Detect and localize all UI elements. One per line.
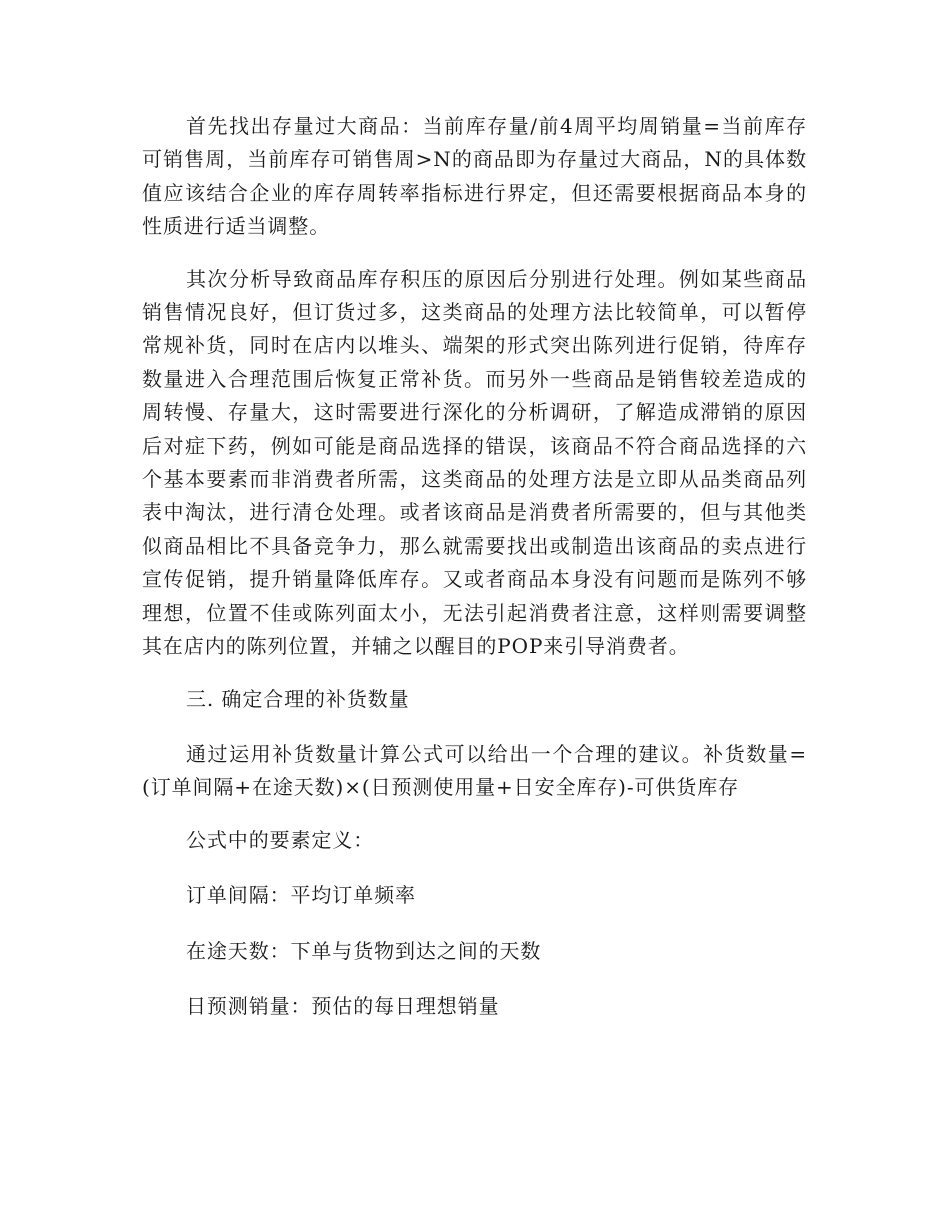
paragraph-formula-definitions-intro: 公式中的要素定义：: [186, 827, 375, 852]
document-body: [142, 110, 807, 1045]
paragraph-overstock-identification: 首先找出存量过大商品：当前库存量/前4周平均周销量=当前库存可销售周，当前库存可销售周>N的商品即为存量过大商品，N的具体数值应该结合企业的库存周转率指标进行界定，但还需要根据商品本身的性质进行适当调整。: [142, 114, 807, 239]
paragraph-overstock-causes: 其次分析导致商品库存积压的原因后分别进行处理。例如某些商品销售情况良好，但订货过多，这类商品的处理方法比较简单，可以暂停常规补货，同时在店内以堆头、端架的形式突出陈列进行促销，待库存数量进入合理范围后恢复正常补货。而另外一些商品是销售较差造成的周转慢、存量大，这时需要进行深化的分析调研，了解造成滞销的原因后对症下药，例如可能是商品选择的错误，该商品不符合商品选择的六个基本要素而非消费者所需，这类商品的处理方法是立即从品类商品列表中淘汰，进行清仓处理。或者该商品是消费者所需要的，但与其他类似商品相比不具备竞争力，那么就需要找出或制造出该商品的卖点进行宣传促销，提升销量降低库存。又或者商品本身没有问题而是陈列不够理想，位置不佳或陈列面太小，无法引起消费者注意，这样则需要调整其在店内的陈列位置，并辅之以醒目的POP来引导消费者。: [142, 266, 807, 659]
definition-transit-days: 在途天数：下单与货物到达之间的天数: [186, 938, 542, 963]
paragraph-replenishment-formula: 通过运用补货数量计算公式可以给出一个合理的建议。补货数量=(订单间隔+在途天数)×(日预测使用量+日安全库存)-可供货库存: [142, 741, 807, 800]
section-heading-replenishment: 三. 确定合理的补货数量: [186, 686, 410, 711]
definition-order-interval: 订单间隔：平均订单频率: [186, 883, 416, 908]
definition-daily-forecast-sales: 日预测销量：预估的每日理想销量: [186, 993, 500, 1018]
